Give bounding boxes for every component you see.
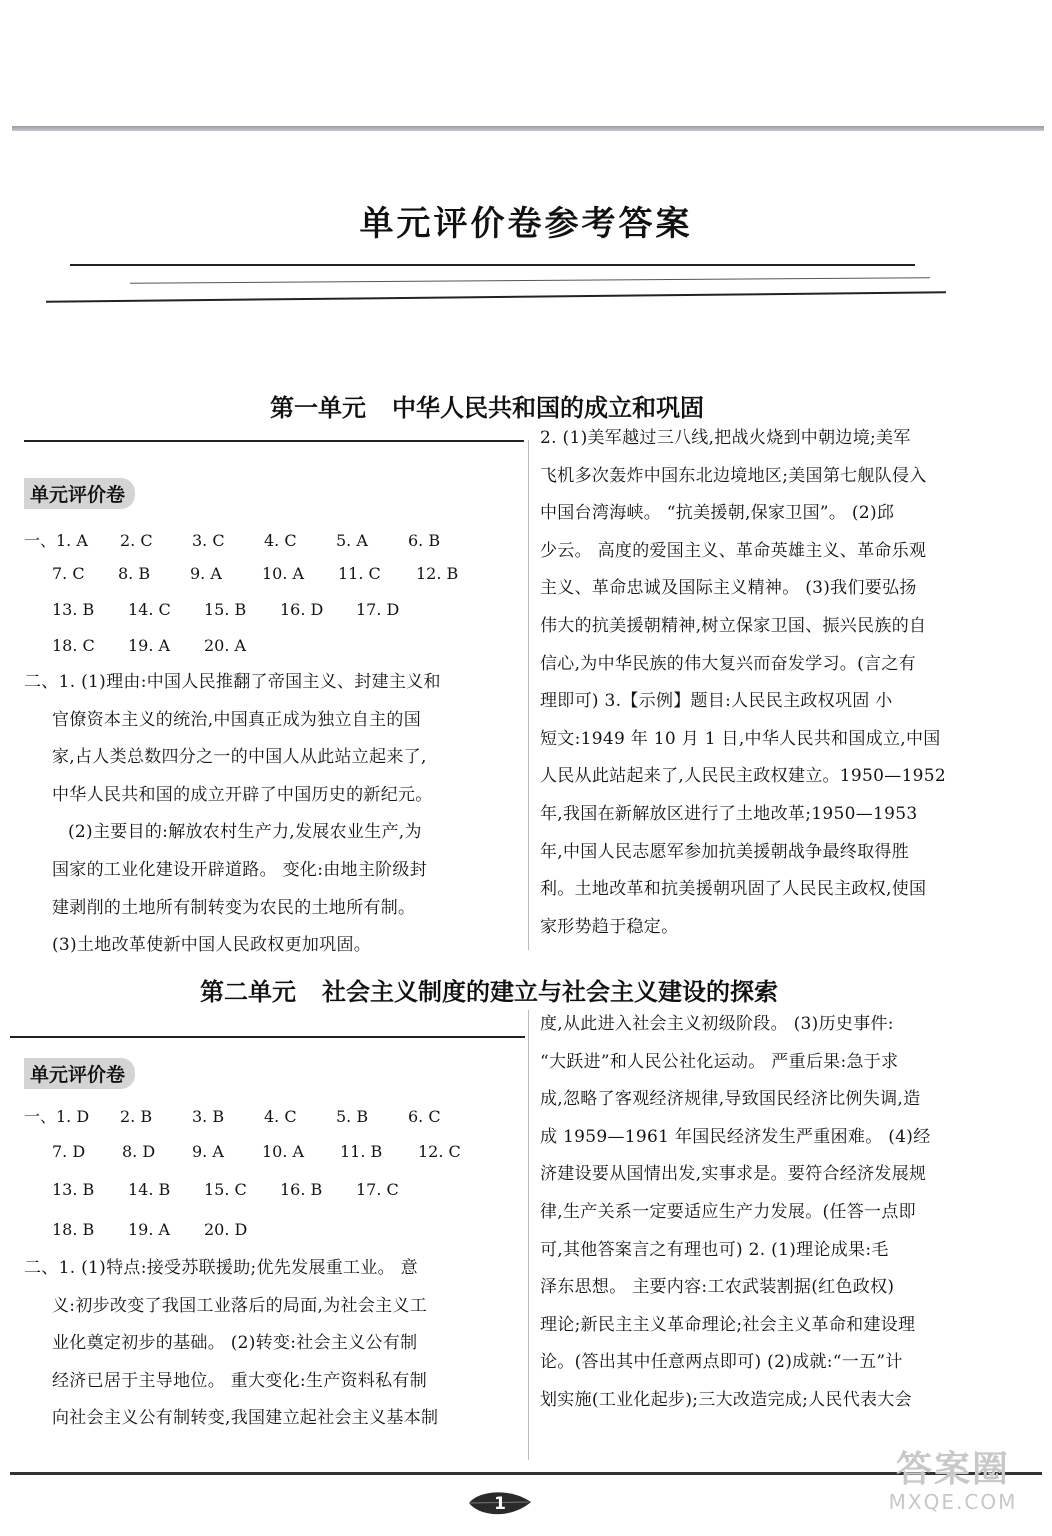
text-line: 业化奠定初步的基础。 (2)转变:社会主义公有制: [52, 1333, 418, 1354]
unit2-mc-row: [52, 1220, 280, 1239]
watermark-url: MXQE.COM: [888, 1490, 1018, 1514]
watermark: [868, 1450, 1038, 1530]
answer-item: 16. D: [280, 600, 324, 619]
answer-item: 5. B: [336, 1107, 369, 1126]
answer-item: 4. C: [264, 531, 297, 550]
answer-item: 12. C: [418, 1142, 461, 1161]
unit2-right-paragraph: [540, 1006, 931, 1420]
title-rule-lower: [46, 291, 946, 302]
text-line: 论。(答出其中任意两点即可) (2)成就:“一五”计: [540, 1352, 903, 1373]
answer-item: 3. B: [192, 1107, 225, 1126]
text-line: (2)主要目的:解放农村生产力,发展农业生产,为: [68, 822, 422, 843]
answer-item: 12. B: [416, 564, 459, 583]
text-line: 人民从此站起来了,人民民主政权建立。1950—1952: [540, 766, 947, 787]
answer-item: 9. A: [190, 564, 222, 583]
text-line: 划实施(工业化起步);三大改造完成;人民代表大会: [540, 1389, 912, 1410]
unit1-rule: [24, 440, 524, 442]
answer-item: 6. C: [408, 1107, 441, 1126]
unit2-heading: [200, 972, 778, 1007]
text-line: 成 1959—1961 年国民经济发生严重困难。 (4)经: [540, 1126, 931, 1147]
answer-item: 7. C: [52, 564, 85, 583]
page-number-badge: [467, 1488, 533, 1518]
answer-item: 6. B: [408, 531, 441, 550]
text-line: 家,占人类总数四分之一的中国人从此站立起来了,: [52, 747, 427, 768]
answer-item: 19. A: [128, 636, 171, 655]
answer-item: 14. B: [128, 1180, 171, 1199]
answer-item: 20. D: [204, 1220, 248, 1239]
text-line: 济建设要从国情出发,实事求是。要符合经济发展规: [540, 1164, 927, 1185]
answer-item: 7. D: [52, 1142, 86, 1161]
unit1-right-paragraph: [540, 420, 946, 946]
unit1-left-paragraph: [24, 664, 441, 965]
answer-item: 3. C: [192, 531, 225, 550]
answer-item: 2. B: [120, 1107, 153, 1126]
text-line: 飞机多次轰炸中国东北边境地区;美国第七舰队侵入: [540, 465, 927, 486]
answer-item: 17. C: [356, 1180, 399, 1199]
unit1-mc-row: [52, 564, 488, 583]
leaf-icon: [467, 1488, 533, 1518]
text-line: 泽东思想。 主要内容:工农武装割据(红色政权): [540, 1277, 895, 1298]
answer-item: 13. B: [52, 1180, 95, 1199]
text-line: 中华人民共和国的成立开辟了中国历史的新纪元。: [52, 784, 433, 805]
column-divider-unit2: [528, 1010, 529, 1460]
page-title: 单元评价卷参考答案: [359, 204, 693, 244]
unit1-heading: [270, 388, 704, 423]
unit1-number: 第一单元: [270, 394, 366, 422]
text-line: 二、1. (1)特点:接受苏联援助;优先发展重工业。 意: [24, 1258, 418, 1278]
answer-item: 16. B: [280, 1180, 323, 1199]
answer-item: 15. B: [204, 600, 247, 619]
unit2-mc-row: [52, 1142, 490, 1161]
text-line: 信心,为中华民族的伟大复兴而奋发学习。(言之有: [540, 653, 916, 674]
unit1-mc-row: [52, 636, 280, 655]
text-line: 2. (1)美军越过三八线,把战火烧到中朝边境;美军: [540, 428, 911, 448]
answer-item: 8. D: [122, 1142, 156, 1161]
answer-item: 一、1. A: [24, 531, 88, 550]
unit1-mc-row: [52, 600, 428, 619]
text-line: 国家的工业化建设开辟道路。 变化:由地主阶级封: [52, 859, 428, 880]
answer-item: 11. B: [340, 1142, 383, 1161]
text-line: 利。土地改革和抗美援朝巩固了人民民主政权,使国: [540, 879, 927, 900]
title-rule-upper: [70, 264, 915, 266]
unit2-section-label: 单元评价卷: [24, 1058, 135, 1089]
text-line: 官僚资本主义的统治,中国真正成为独立自主的国: [52, 709, 422, 730]
text-line: 成,忽略了客观经济规律,导致国民经济比例失调,造: [540, 1089, 921, 1110]
unit1-title: 中华人民共和国的成立和巩固: [392, 394, 704, 422]
text-line: 建剥削的土地所有制转变为农民的土地所有制。: [52, 897, 416, 918]
text-line: 义:初步改变了我国工业落后的局面,为社会主义工: [52, 1295, 428, 1316]
unit2-mc-row: [52, 1180, 428, 1199]
page-number: 1: [494, 1494, 506, 1514]
unit1-mc-row: [24, 528, 480, 551]
text-line: 年,我国在新解放区进行了土地改革;1950—1953: [540, 803, 918, 824]
text-line: 可,其他答案言之有理也可) 2. (1)理论成果:毛: [540, 1239, 889, 1260]
title-rule-mid: [130, 277, 930, 284]
answer-item: 2. C: [120, 531, 153, 550]
answer-item: 9. A: [192, 1142, 224, 1161]
top-rule: [12, 126, 1044, 131]
text-line: 年,中国人民志愿军参加抗美援朝战争最终取得胜: [540, 841, 910, 862]
answer-item: 10. A: [262, 564, 305, 583]
unit2-number: 第二单元: [200, 978, 296, 1006]
answer-item: 13. B: [52, 600, 95, 619]
watermark-text: 答案圈: [895, 1449, 1010, 1490]
answer-item: 4. C: [264, 1107, 297, 1126]
text-line: 少云。 高度的爱国主义、革命英雄主义、革命乐观: [540, 540, 927, 561]
text-line: 主义、革命忠诚及国际主义精神。 (3)我们要弘扬: [540, 578, 917, 599]
answer-item: 14. C: [128, 600, 171, 619]
answer-item: 20. A: [204, 636, 247, 655]
text-line: 度,从此进入社会主义初级阶段。 (3)历史事件:: [540, 1014, 894, 1034]
text-line: (3)土地改革使新中国人民政权更加巩固。: [52, 935, 372, 956]
answer-item: 11. C: [338, 564, 381, 583]
answer-item: 18. B: [52, 1220, 95, 1239]
text-line: 向社会主义公有制转变,我国建立起社会主义基本制: [52, 1408, 439, 1429]
column-divider-unit1: [528, 440, 529, 950]
unit2-title: 社会主义制度的建立与社会主义建设的探索: [322, 978, 778, 1006]
unit2-left-paragraph: [24, 1250, 438, 1438]
answer-item: 15. C: [204, 1180, 247, 1199]
text-line: 二、1. (1)理由:中国人民推翻了帝国主义、封建主义和: [24, 672, 441, 692]
text-line: 理论;新民主主义革命理论;社会主义革命和建设理: [540, 1314, 916, 1335]
answer-item: 一、1. D: [24, 1107, 90, 1126]
answer-item: 5. A: [336, 531, 368, 550]
text-line: 经济已居于主导地位。 重大变化:生产资料私有制: [52, 1370, 428, 1391]
answer-item: 17. D: [356, 600, 400, 619]
unit1-section-label: 单元评价卷: [24, 478, 135, 509]
unit2-rule: [10, 1036, 525, 1038]
text-line: 中国台湾海峡。 “抗美援朝,保家卫国”。 (2)邱: [540, 503, 895, 524]
text-line: 家形势趋于稳定。: [540, 916, 679, 937]
text-line: “大跃进”和人民公社化运动。 严重后果:急于求: [540, 1051, 899, 1072]
answer-item: 18. C: [52, 636, 95, 655]
text-line: 理即可) 3.【示例】题目:人民民主政权巩固 小: [540, 691, 893, 712]
text-line: 律,生产关系一定要适应生产力发展。(任答一点即: [540, 1201, 916, 1222]
unit2-mc-row: [24, 1104, 480, 1127]
answer-item: 10. A: [262, 1142, 305, 1161]
text-line: 伟大的抗美援朝精神,树立保家卫国、振兴民族的自: [540, 615, 927, 636]
text-line: 短文:1949 年 10 月 1 日,中华人民共和国成立,中国: [540, 728, 941, 749]
answer-item: 8. B: [118, 564, 151, 583]
answer-item: 19. A: [128, 1220, 171, 1239]
